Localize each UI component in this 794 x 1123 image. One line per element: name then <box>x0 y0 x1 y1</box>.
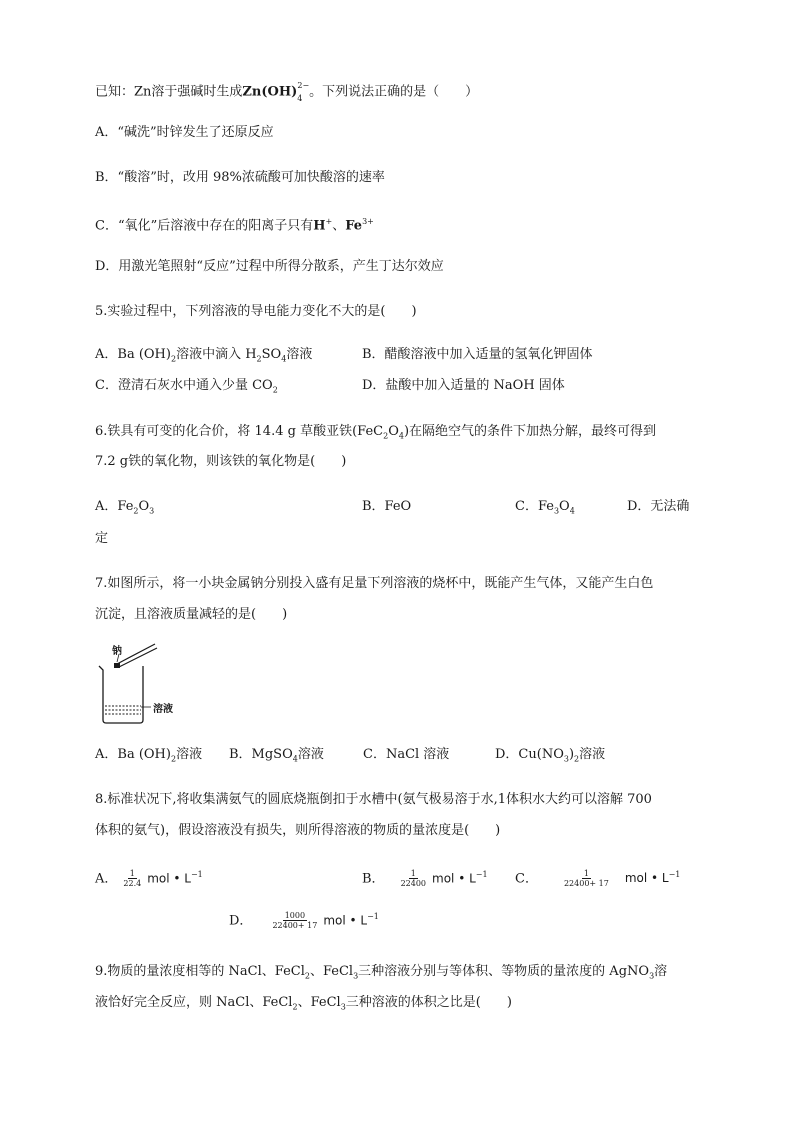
q8-b-denominator: 22400 <box>400 879 427 889</box>
q4-option-c-fe: Fe <box>345 218 363 234</box>
q7-d-part2: ) <box>568 747 575 762</box>
q5-a-part3: SO <box>261 347 282 362</box>
q8-stem-line1: 8.标准状况下,将收集满氨气的圆底烧瓶倒扣于水槽中(氨气极易溶于水,1体积水大约可以溶解 700 <box>95 792 652 807</box>
q7-b-sub: 4 <box>292 754 298 764</box>
q4-option-c-mid: 、 <box>332 218 346 234</box>
q4-stem-sup: 2− <box>297 81 310 90</box>
q8-d-fraction <box>270 911 319 930</box>
q9-line2-sub2: 3 <box>340 1002 346 1012</box>
q6-option-c <box>515 498 575 521</box>
q5-a-sub1: 2 <box>170 354 177 364</box>
q7-stem-line2: 沉淀，且溶液质量减轻的是( ) <box>95 607 288 622</box>
q8-option-d <box>229 908 379 930</box>
q5-c-part1: C．澄清石灰水中通入少量 CO <box>95 378 273 393</box>
q7-d-sub1: 3 <box>563 754 569 764</box>
q4-option-c-hsup: + <box>325 217 333 226</box>
beaker-figure <box>95 640 205 725</box>
q4-option-c-fesup: 3+ <box>362 217 374 226</box>
q7-option-c: C．NaCl 溶液 <box>363 747 450 762</box>
q6-c-part2: O <box>559 499 570 514</box>
q7-stem-line1: 7.如图所示，将一小块金属钠分别投入盛有足量下列溶液的烧杯中，既能产生气体，又能产生白色 <box>95 576 654 591</box>
q4-option-c-h: H <box>313 218 326 234</box>
q4-option-d: D．用激光笔照射“反应”过程中所得分散系，产生丁达尔效应 <box>95 259 444 274</box>
q7-a-sub: 2 <box>170 754 177 764</box>
q8-c-denominator: 22400+ 17 <box>563 879 609 889</box>
q6-a-sub2: 3 <box>149 506 155 516</box>
q6-a-part1: A．Fe <box>95 499 134 514</box>
q7-option-d <box>495 746 605 769</box>
q7-b-part2: 溶液 <box>297 747 324 762</box>
q4-stem-prefix: 已知：Zn溶于强碱时生成 <box>95 84 243 100</box>
q4-stem-suffix: 。下列说法正确的是（ ） <box>309 84 479 100</box>
solution-label: 溶液 <box>153 704 173 715</box>
q7-a-part2: 溶液 <box>176 747 203 762</box>
q4-option-a: A．“碱洗”时锌发生了还原反应 <box>95 125 274 140</box>
q8-b-numerator: 1 <box>410 869 416 879</box>
q7-d-sub2: 2 <box>574 754 580 764</box>
q5-a-sub3: 4 <box>281 354 287 364</box>
q6-line1-a: 6.铁具有可变的化合价，将 14.4 g 草酸亚铁(FeC <box>95 424 384 439</box>
q9-stem-line1 <box>95 963 667 986</box>
q5-c-sub: 2 <box>272 385 278 395</box>
q6-line1-sub2: 4 <box>398 431 404 441</box>
q6-c-part1: C．Fe <box>515 499 554 514</box>
q8-option-b <box>362 866 488 888</box>
q9-line1-a: 9.物质的量浓度相等的 NaCl、FeCl <box>95 964 305 979</box>
q7-b-part1: B．MgSO <box>229 747 293 762</box>
q5-option-c <box>95 377 278 400</box>
q5-stem: 5.实验过程中，下列溶液的导电能力变化不大的是( ) <box>95 304 417 319</box>
sodium-label: 钠 <box>112 646 122 657</box>
q9-line1-d: 溶 <box>654 964 668 979</box>
q8-a-numerator: 1 <box>129 869 135 879</box>
q8-a-unit-sup: −1 <box>190 870 203 879</box>
q8-a-denominator: 22.4 <box>123 879 142 889</box>
q8-option-c <box>515 866 680 888</box>
q8-c-unit-sup: −1 <box>668 870 681 879</box>
q8-a-fraction <box>121 869 143 888</box>
q9-line1-c: 三种溶液分别与等体积、等物质的量浓度的 AgNO <box>358 964 650 979</box>
q8-a-label: A． <box>95 871 118 887</box>
q5-option-d: D．盐酸中加入适量的 NaOH 固体 <box>362 378 565 393</box>
q5-a-part2: 溶液中滴入 H <box>176 347 257 362</box>
q8-c-unit: mol • L <box>624 871 669 886</box>
q8-d-unit: mol • L <box>323 913 368 928</box>
q9-line2-b: 、FeCl <box>297 995 341 1010</box>
q8-c-label: C． <box>515 871 538 887</box>
q4-stem-formula: Zn(OH) <box>242 84 298 100</box>
q8-b-unit-sup: −1 <box>475 870 488 879</box>
q6-option-d-part1: D．无法确 <box>627 499 690 514</box>
q8-option-a <box>95 866 203 888</box>
q6-option-a <box>95 498 154 521</box>
q9-line2-sub1: 2 <box>292 1002 298 1012</box>
q6-option-d-part2: 定 <box>95 531 109 546</box>
q9-line1-sub3: 3 <box>649 971 655 981</box>
q8-d-unit-sup: −1 <box>367 912 379 921</box>
q5-a-part1: A．Ba (OH) <box>95 347 171 362</box>
q7-d-part3: 溶液 <box>579 747 606 762</box>
q6-stem-line2: 7.2 g铁的氧化物，则该铁的氧化物是( ) <box>95 454 347 469</box>
q4-option-c-prefix: C．“氧化”后溶液中存在的阳离子只有 <box>95 218 314 234</box>
q5-option-a <box>95 346 312 369</box>
q8-c-numerator: 1 <box>583 869 589 879</box>
q8-b-unit: mol • L <box>432 871 476 886</box>
q6-c-sub1: 3 <box>553 506 560 516</box>
q8-d-denominator: 22400+ 17 <box>272 921 318 931</box>
q4-stem <box>95 79 478 106</box>
q9-line1-sub2: 3 <box>353 971 359 981</box>
q7-option-a <box>95 746 202 769</box>
q6-option-b: B．FeO <box>362 499 412 514</box>
q4-option-b: B．“酸溶”时，改用 98%浓硫酸可加快酸溶的速率 <box>95 170 385 185</box>
q8-d-label: D． <box>229 913 253 929</box>
q6-a-sub1: 2 <box>133 506 139 516</box>
q4-option-c <box>95 213 374 235</box>
q9-line1-b: 、FeCl <box>309 964 354 979</box>
q8-stem-line2: 体积的氨气)，假设溶液没有损失，则所得溶液的物质的量浓度是( ) <box>95 823 501 838</box>
q7-a-part1: A．Ba (OH) <box>95 747 171 762</box>
q9-line2-a: 液恰好完全反应，则 NaCl、FeCl <box>95 995 293 1010</box>
q4-stem-sub: 4 <box>297 93 303 103</box>
q7-option-b <box>229 746 324 769</box>
q5-a-part4: 溶液 <box>286 347 313 362</box>
q6-stem-line1 <box>95 423 656 446</box>
q7-d-part1: D．Cu(NO <box>495 747 564 762</box>
q5-a-sub2: 2 <box>256 354 262 364</box>
q9-line1-sub1: 2 <box>304 971 310 981</box>
q6-c-sub2: 4 <box>569 506 575 516</box>
q9-line2-c: 三种溶液的体积之比是( ) <box>345 995 512 1010</box>
q6-line1-sub1: 2 <box>383 431 389 441</box>
q9-stem-line2 <box>95 994 512 1017</box>
q6-a-part2: O <box>138 499 150 514</box>
q5-option-b: B．醋酸溶液中加入适量的氢氧化钾固体 <box>362 347 593 362</box>
q6-line1-c: )在隔绝空气的条件下加热分解，最终可得到 <box>403 424 657 439</box>
q6-line1-b: O <box>388 424 399 439</box>
q8-c-fraction <box>562 869 611 888</box>
q8-b-fraction <box>399 869 428 888</box>
q8-b-label: B． <box>362 871 385 887</box>
q8-d-numerator: 1000 <box>284 911 306 921</box>
q8-a-unit: mol • L <box>147 871 191 886</box>
